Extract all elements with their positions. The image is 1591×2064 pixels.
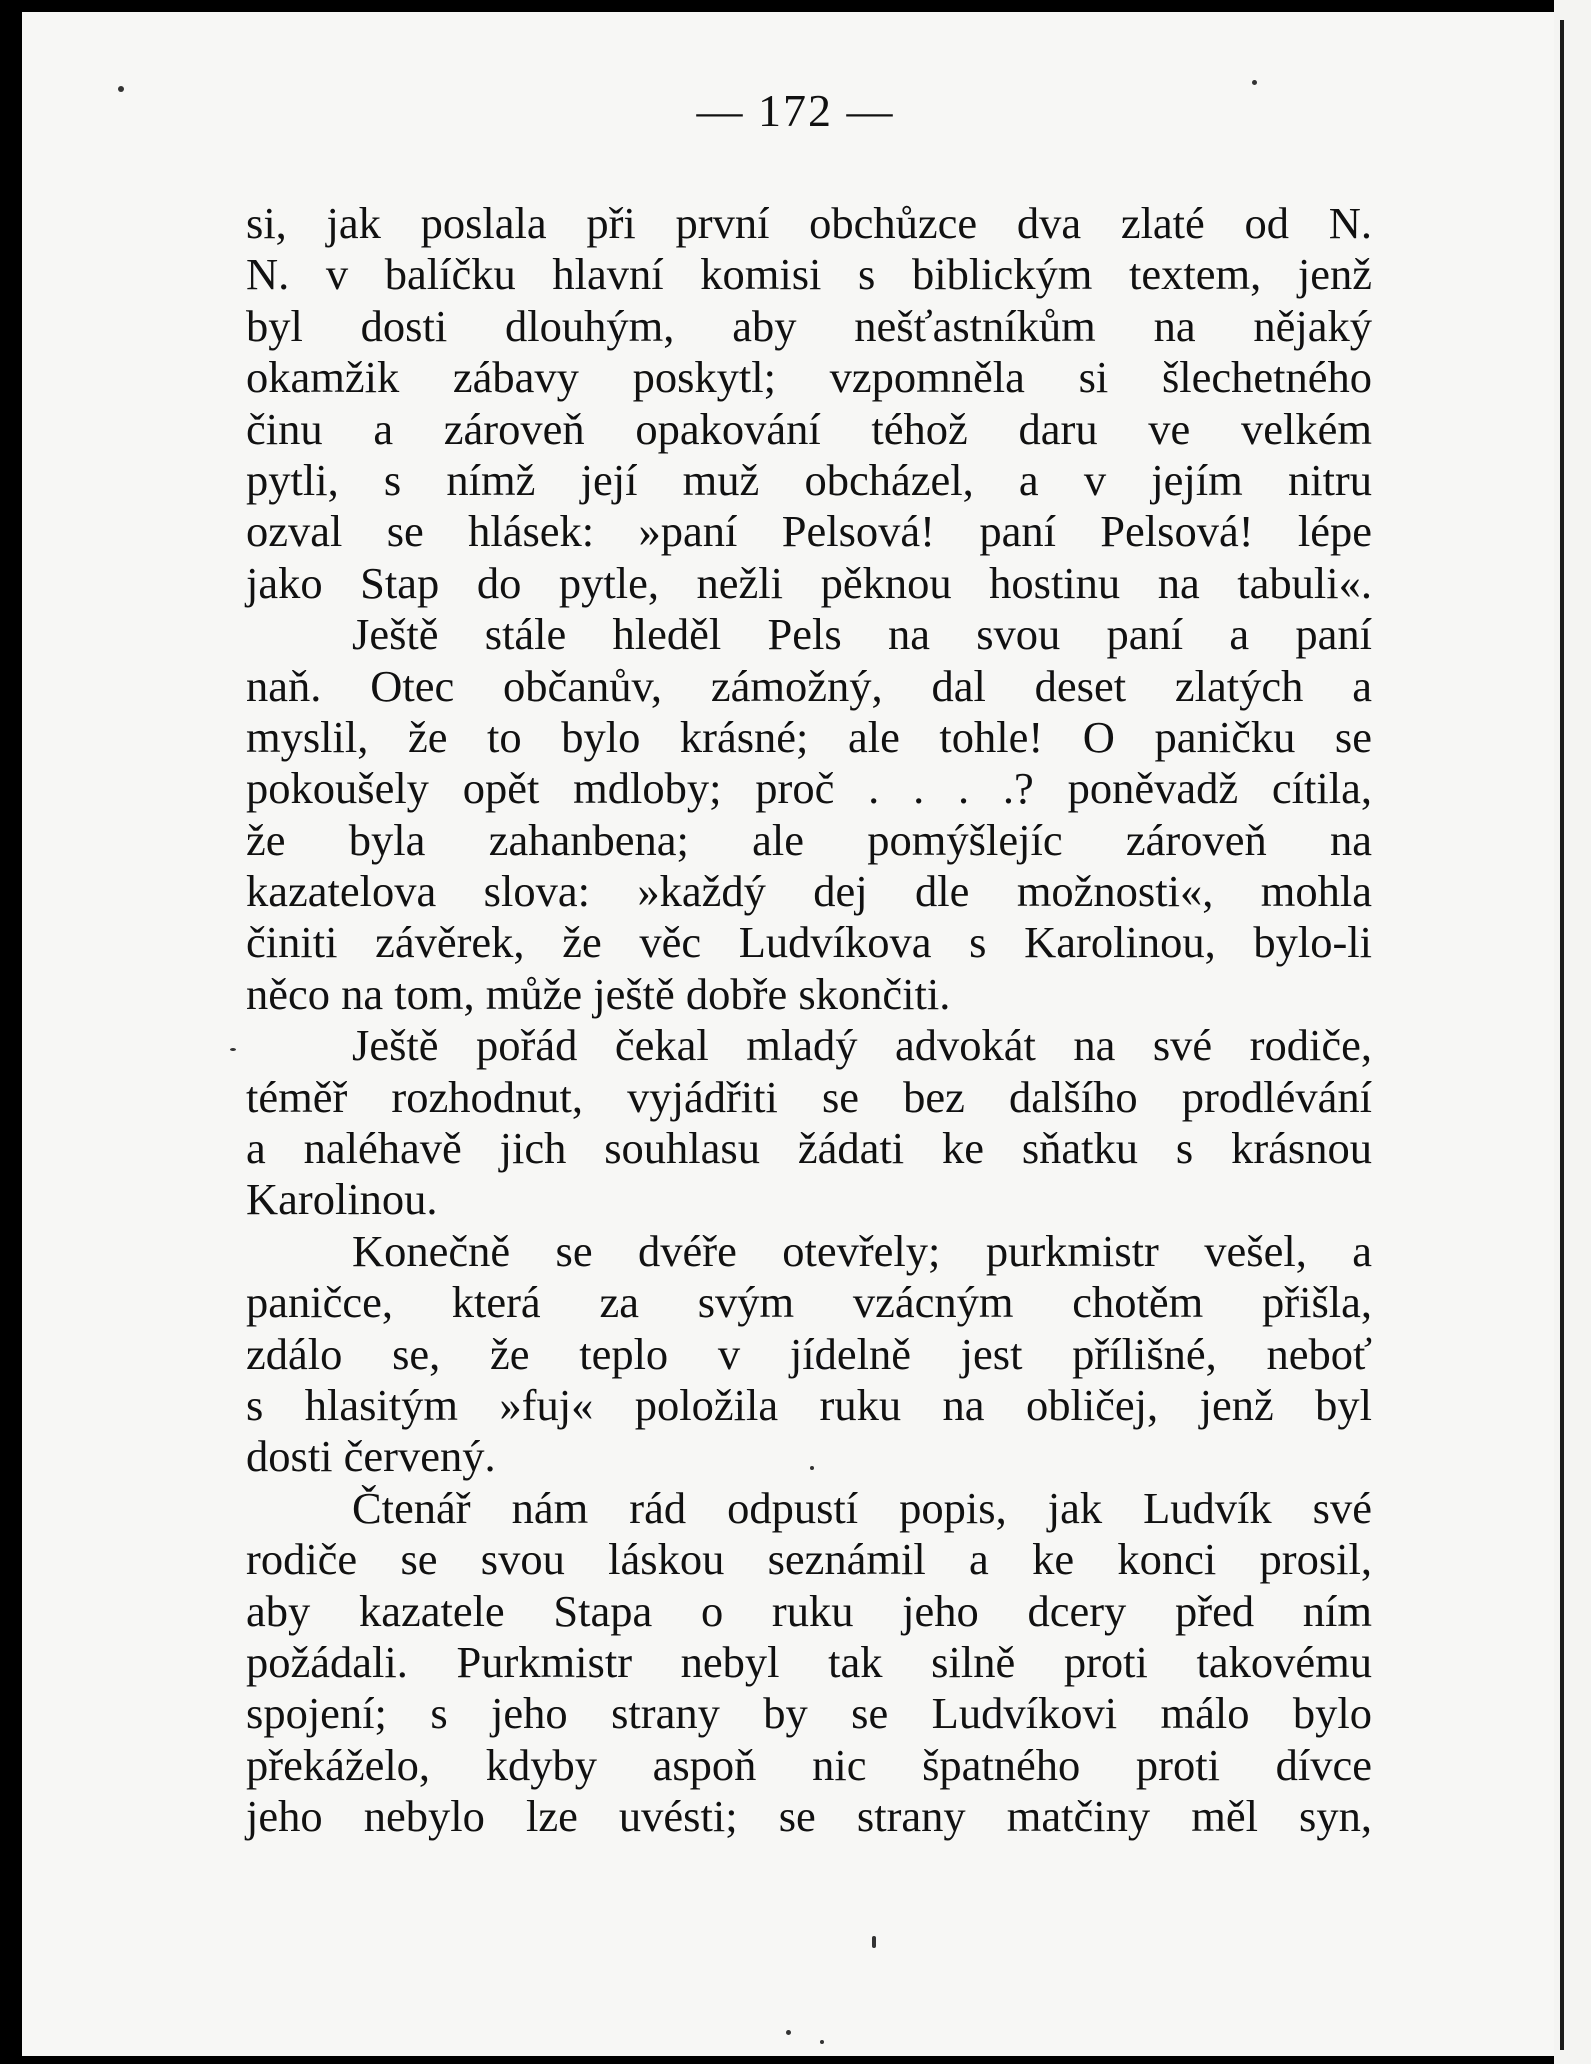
scan-speck bbox=[872, 1936, 876, 1948]
text-line: si, jak poslala při první obchůzce dva zlaté od N. bbox=[246, 198, 1372, 248]
text-line: a naléhavě jich souhlasu žádati ke sňatku s krásnou bbox=[246, 1123, 1372, 1174]
text-line: zdálo se, že teplo v jídelně jest přílišné, neboť bbox=[246, 1328, 1372, 1379]
text-line: pokoušely opět mdloby; proč . . . .? poněvadž cítila, bbox=[246, 763, 1372, 814]
text-line: paničce, která za svým vzácným chotěm přišla, bbox=[246, 1277, 1372, 1328]
text-line: aby kazatele Stapa o ruku jeho dcery před ním bbox=[246, 1585, 1372, 1636]
scan-speck bbox=[118, 86, 124, 92]
text-line: požádali. Purkmistr nebyl tak silně proti takovému bbox=[246, 1636, 1372, 1687]
scan-speck bbox=[810, 1466, 814, 1470]
text-line: rodiče se svou láskou seznámil a ke konci prosil, bbox=[246, 1534, 1372, 1585]
text-line: dosti červený. bbox=[246, 1431, 496, 1482]
text-line: Ještě stále hleděl Pels na svou paní a paní bbox=[352, 609, 1372, 660]
text-line: činiti závěrek, že věc Ludvíkova s Karolinou, bylo-li bbox=[246, 917, 1372, 968]
text-line: téměř rozhodnut, vyjádřiti se bez dalšího prodlévání bbox=[246, 1071, 1372, 1122]
text-line: jeho nebylo lze uvésti; se strany matčiny měl syn, bbox=[246, 1791, 1372, 1842]
scan-speck bbox=[1252, 80, 1257, 85]
text-line: překáželo, kdyby aspoň nic špatného proti dívce bbox=[246, 1739, 1372, 1790]
text-line: byl dosti dlouhým, aby nešťastníkům na nějaký bbox=[246, 300, 1372, 351]
paragraph bbox=[246, 1483, 1372, 1843]
text-line: okamžik zábavy poskytl; vzpomněla si šlechetného bbox=[246, 352, 1372, 403]
scan-speck bbox=[230, 1048, 236, 1051]
text-line: spojení; s jeho strany by se Ludvíkovi málo bylo bbox=[246, 1688, 1372, 1739]
scan-speck bbox=[786, 2030, 791, 2035]
scan-speck bbox=[820, 2040, 824, 2044]
text-line: myslil, že to bylo krásné; ale tohle! O paničku se bbox=[246, 711, 1372, 762]
page-number: — 172 — bbox=[696, 85, 895, 136]
paragraph bbox=[246, 609, 1372, 1020]
text-line: Karolinou. bbox=[246, 1174, 438, 1225]
text-line: činu a zároveň opakování téhož daru ve velkém bbox=[246, 403, 1372, 454]
text-line: N. v balíčku hlavní komisi s biblickým textem, jenž bbox=[246, 249, 1372, 300]
text-line: naň. Otec občanův, zámožný, dal deset zlatých a bbox=[246, 660, 1372, 711]
paragraph bbox=[246, 1020, 1372, 1226]
body-text bbox=[246, 198, 1372, 1843]
text-line: ozval se hlásek: »paní Pelsová! paní Pelsová! lépe bbox=[246, 506, 1372, 557]
text-line: pytli, s nímž její muž obcházel, a v jejím nitru bbox=[246, 454, 1372, 505]
paragraph bbox=[246, 198, 1372, 609]
text-line: něco na tom, může ještě dobře skončiti. bbox=[246, 968, 951, 1019]
text-line: Ještě pořád čekal mladý advokát na své rodiče, bbox=[352, 1020, 1372, 1071]
page-edge-line bbox=[1560, 20, 1564, 2050]
paragraph bbox=[246, 1226, 1372, 1483]
text-line: jako Stap do pytle, nežli pěknou hostinu na tabuli«. bbox=[246, 557, 1372, 608]
text-line: Čtenář nám rád odpustí popis, jak Ludvík své bbox=[352, 1482, 1372, 1533]
text-line: Konečně se dvéře otevřely; purkmistr vešel, a bbox=[352, 1225, 1372, 1276]
text-line: kazatelova slova: »každý dej dle možnosti«, mohla bbox=[246, 866, 1372, 917]
text-line: že byla zahanbena; ale pomýšlejíc zároveň na bbox=[246, 814, 1372, 865]
text-line: s hlasitým »fuj« položila ruku na obličej, jenž byl bbox=[246, 1379, 1372, 1430]
